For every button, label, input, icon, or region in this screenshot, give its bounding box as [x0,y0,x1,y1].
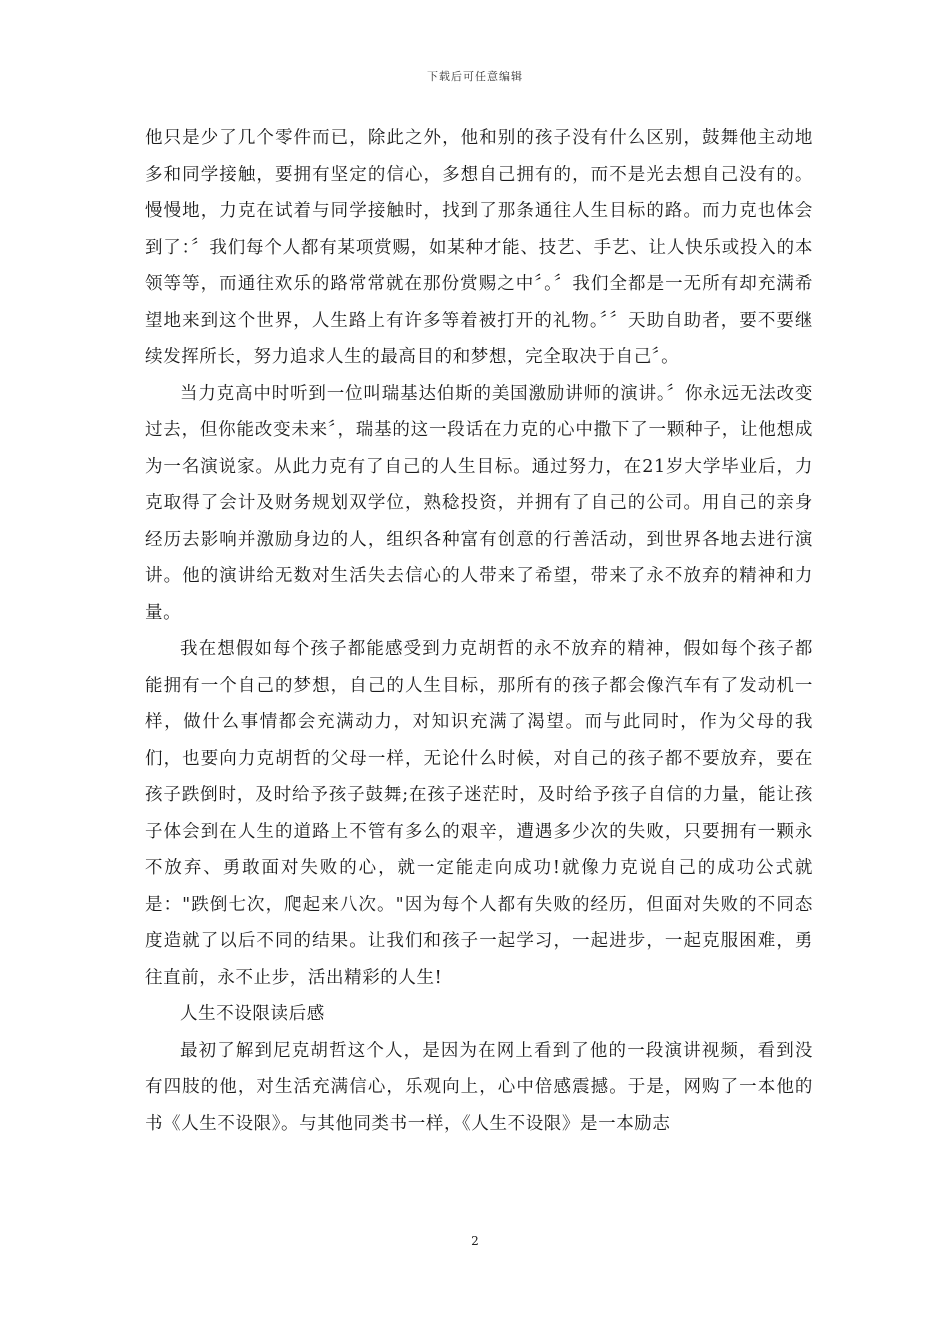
page-header: 下载后可任意编辑 [427,70,523,83]
paragraph: 我在想假如每个孩子都能感受到力克胡哲的永不放弃的精神，假如每个孩子都能拥有一个自己的梦想，自己的人生目标，那所有的孩子都会像汽车有了发动机一样，做什么事情都会充满动力，对知识充满了渴望。而与此同时，作为父母的我们，也要向力克胡哲的父母一样，无论什么时候，对自己的孩子都不要放弃，要在孩子跌倒时，及时给予孩子鼓舞;在孩子迷茫时，及时给予孩子自信的力量，能让孩子体会到在人生的道路上不管有多么的艰辛，遭遇多少次的失败，只要拥有一颗永不放弃、勇敢面对失败的心，就一定能走向成功!就像力克说自己的成功公式就是："跌倒七次，爬起来八次。"因为每个人都有失败的经历，但面对失败的不同态度造就了以后不同的结果。让我们和孩子一起学习，一起进步，一起克服困难，勇往直前，永不止步，活出精彩的人生! [145,639,813,988]
paragraph: 最初了解到尼克胡哲这个人，是因为在网上看到了他的一段演讲视频，看到没有四肢的他，对生活充满信心，乐观向上，心中倍感震撼。于是，网购了一本他的书《人生不设限》。与其他同类书一样，《人生不设限》是一本励志 [145,1040,813,1134]
section-title: 人生不设限读后感 [180,1004,325,1024]
page-number: 2 [471,1234,479,1248]
paragraph: 他只是少了几个零件而已，除此之外，他和别的孩子没有什么区别，鼓舞他主动地多和同学接触，要拥有坚定的信心，多想自己拥有的，而不是光去想自己没有的。慢慢地，力克在试着与同学接触时，找到了那条通往人生目标的路。而力克也体会到了：〞我们每个人都有某项赏赐，如某种才能、技艺、手艺、让人快乐或投入的本领等等，而通往欢乐的路常常就在那份赏赐之中〞。〞我们全都是一无所有却充满希望地来到这个世界，人生路上有许多等着被打开的礼物。〞〞天助自助者，要不要继续发挥所长，努力追求人生的最高目的和梦想，完全取决于自己〞。 [145,128,813,367]
paragraph: 当力克高中时听到一位叫瑞基达伯斯的美国激励讲师的演讲。〞你永远无法改变过去，但你能改变未来〞，瑞基的这一段话在力克的心中撒下了一颗种子，让他想成为一名演说家。从此力克有了自己的人生目标。通过努力，在21岁大学毕业后，力克取得了会计及财务规划双学位，熟稔投资，并拥有了自己的公司。用自己的亲身经历去影响并激励身边的人，组织各种富有创意的行善活动，到世界各地去进行演讲。他的演讲给无数对生活失去信心的人带来了希望，带来了永不放弃的精神和力量。 [145,383,813,623]
document-body [145,120,813,1142]
